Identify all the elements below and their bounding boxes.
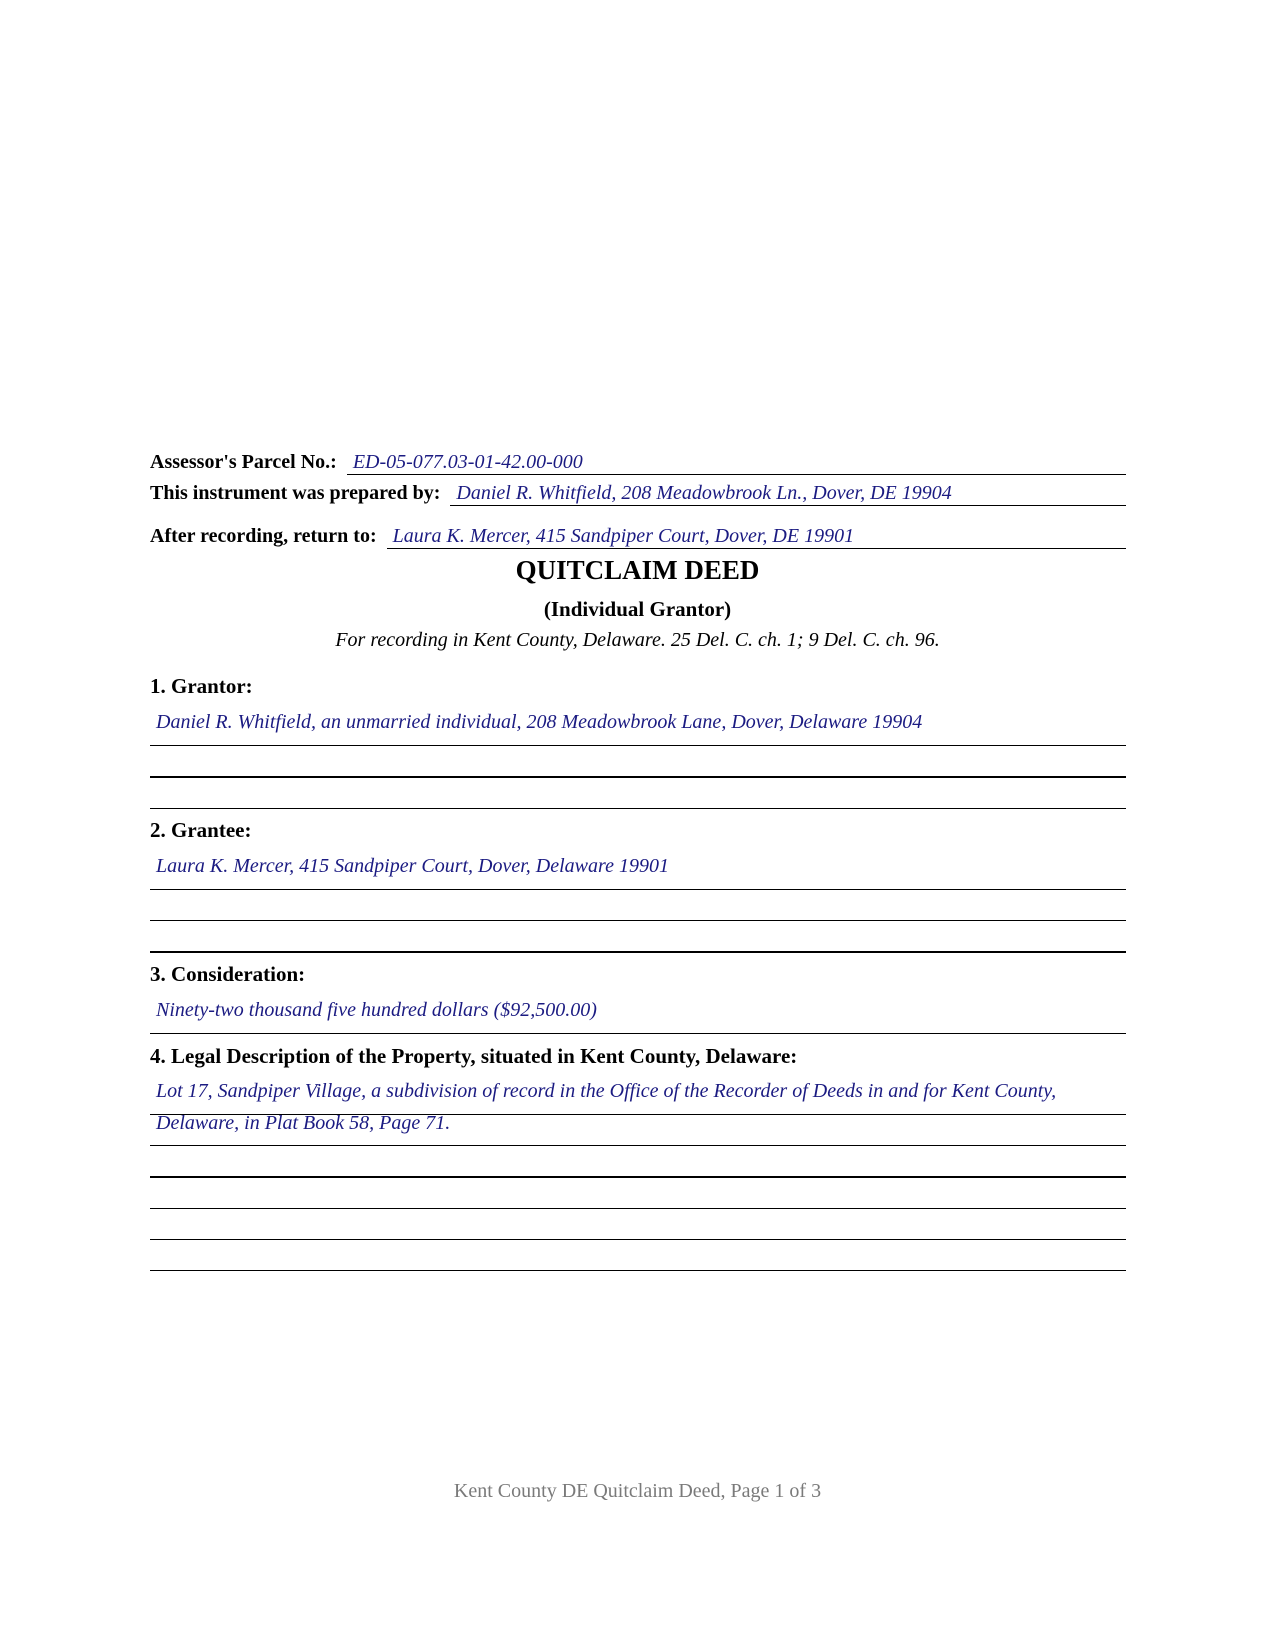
grantee-line-3 [150,951,1126,953]
grantee-line-1 [150,889,1126,890]
grantor-line-1 [150,745,1126,746]
consideration-line-1 [150,1033,1126,1034]
page-title: QUITCLAIM DEED [515,555,760,585]
legal-description-line-2 [150,1145,1126,1146]
prepared-by-line [450,481,1126,506]
grantee-line-2 [150,920,1126,921]
page-subtitle: (Individual Grantor) [543,597,732,621]
legal-description-line-4 [150,1208,1126,1209]
grantee-text: Laura K. Mercer, 415 Sandpiper Court, Dover, Delaware 19901 [156,855,669,877]
legal-description-text-2: Delaware, in Plat Book 58, Page 71. [156,1112,451,1134]
grantor-text: Daniel R. Whitfield, an unmarried individual, 208 Meadowbrook Lane, Dover, Delaware 19904 [156,711,923,733]
parcel-number-label: Assessor's Parcel No.: [150,451,337,473]
prepared-by-value: Daniel R. Whitfield, 208 Meadowbrook Ln., Dover, DE 19904 [456,482,952,504]
recording-note: For recording in Kent County, Delaware. 25 Del. C. ch. 1; 9 Del. C. ch. 96. [335,629,940,651]
return-to-field [150,521,1126,549]
consideration-text: Ninety-two thousand five hundred dollars ($92,500.00) [156,999,597,1021]
legal-description-text-1: Lot 17, Sandpiper Village, a subdivision of record in the Office of the Recorder of Deeds in and for Kent County, [156,1080,1057,1102]
consideration-heading: 3. Consideration: [150,962,306,986]
legal-description-line-6 [150,1270,1126,1271]
prepared-by-label: This instrument was prepared by: [150,482,441,504]
return-to-line [387,524,1126,549]
parcel-number-field [150,447,1126,475]
legal-description-heading: 4. Legal Description of the Property, situated in Kent County, Delaware: [150,1044,798,1068]
parcel-number-value: ED-05-077.03-01-42.00-000 [352,451,583,473]
grantor-heading: 1. Grantor: [150,674,253,698]
legal-description-line-3 [150,1176,1126,1178]
return-to-label: After recording, return to: [150,525,377,547]
grantor-line-3 [150,808,1126,809]
parcel-number-line [347,450,1126,475]
grantor-line-2 [150,776,1126,778]
return-to-value: Laura K. Mercer, 415 Sandpiper Court, Dover, DE 19901 [392,525,855,547]
grantee-heading: 2. Grantee: [150,818,252,842]
prepared-by-field [150,478,1126,506]
page-footer: Kent County DE Quitclaim Deed, Page 1 of 3 [453,1480,822,1502]
legal-description-line-5 [150,1239,1126,1240]
